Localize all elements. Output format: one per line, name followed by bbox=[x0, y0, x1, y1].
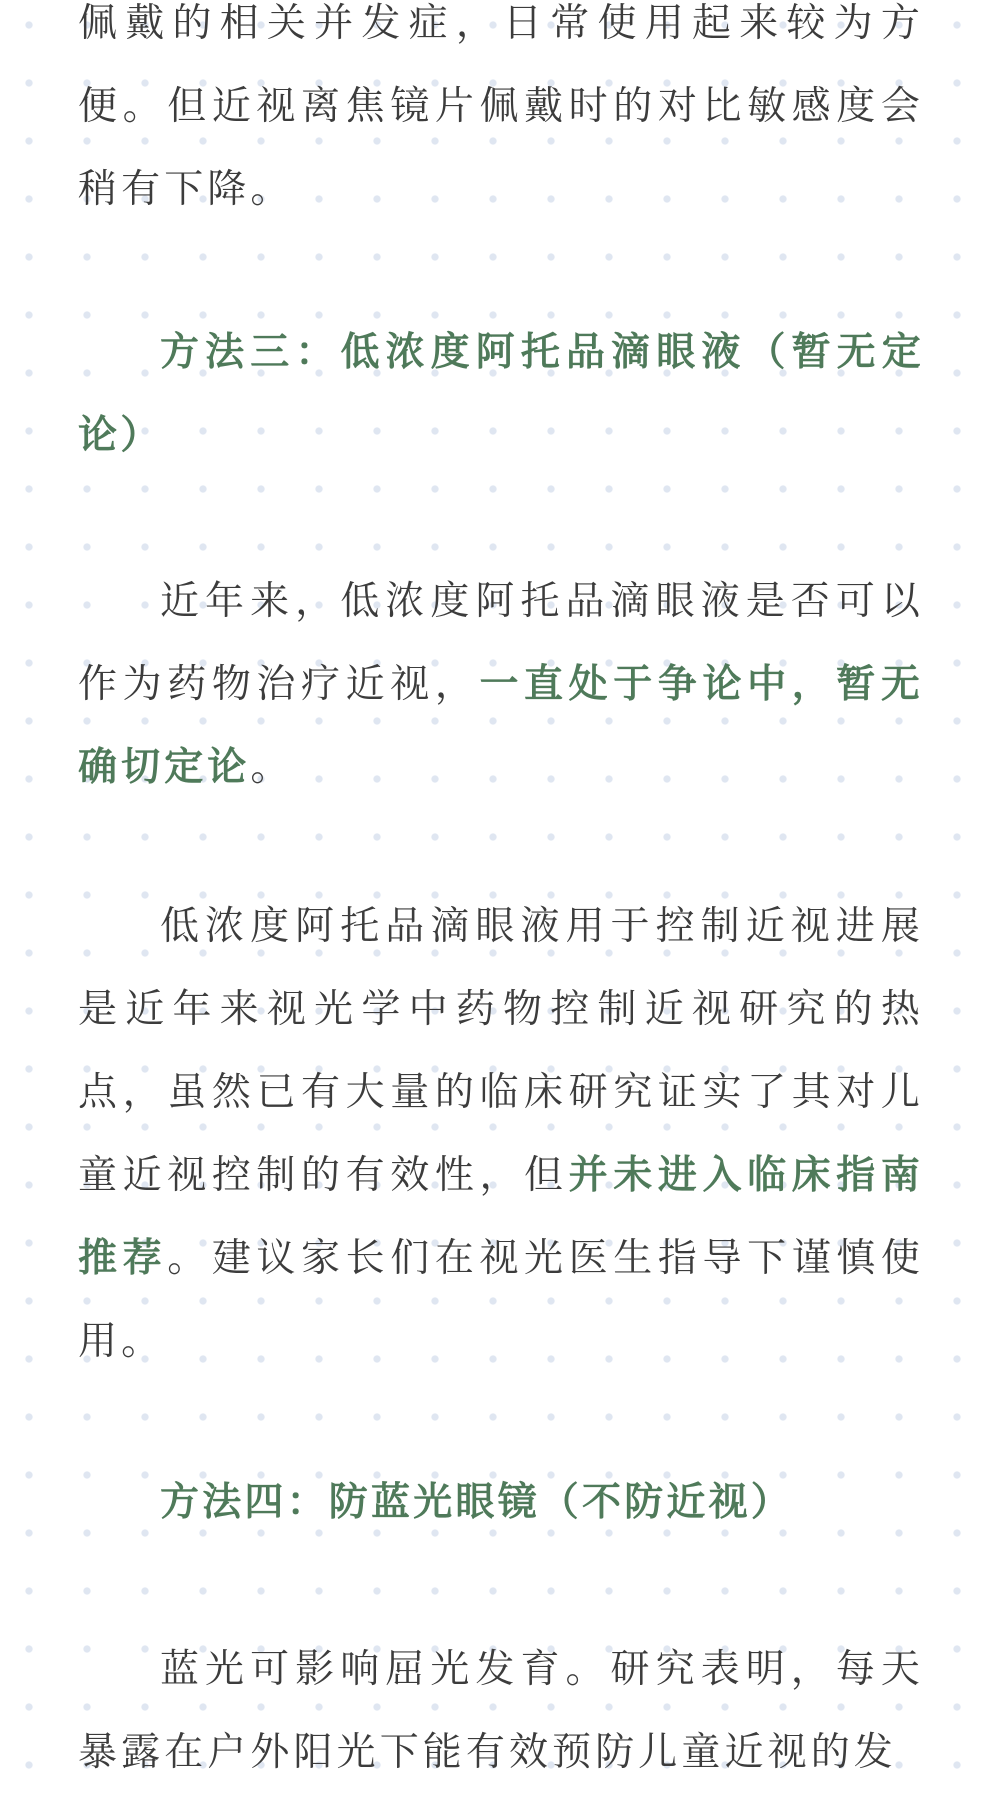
paragraph-text: 低浓度阿托品滴眼液用于控制近视进展是近年来视光学中药物控制近视研究的热点，虽然已有大量的临床研究证实了其对儿童近视控制的有效性，但 bbox=[78, 904, 924, 1198]
heading-text: 方法四：防蓝光眼镜（不防近视） bbox=[160, 1480, 794, 1525]
paragraph-text: 。建议家长们在视光医生指导下谨慎使用。 bbox=[78, 1236, 924, 1364]
paragraph-text: 佩戴的相关并发症，日常使用起来较为方便。但近视离焦镜片佩戴时的对比敏感度会稍有下降。 bbox=[78, 1, 924, 212]
emphasis-text: 并未进入临床指南推荐 bbox=[78, 1153, 924, 1281]
section-heading-method-3 bbox=[78, 311, 924, 477]
heading-text: 方法三：低浓度阿托品滴眼液（暂无定论） bbox=[78, 330, 924, 458]
paragraph-blue-light bbox=[78, 1628, 924, 1794]
paragraph-defocus-lens-end bbox=[78, 0, 924, 231]
article-body bbox=[78, 0, 924, 1796]
paragraph-text: 蓝光可影响屈光发育。研究表明，每天暴露在户外阳光下能有效预防儿童近视的发 bbox=[78, 1647, 924, 1775]
section-heading-method-4 bbox=[78, 1461, 924, 1544]
paragraph-atropine-intro bbox=[78, 560, 924, 809]
paragraph-text: 。 bbox=[250, 745, 294, 790]
emphasis-text: 一直处于争论中，暂无确切定论 bbox=[78, 662, 924, 790]
paragraph-atropine-research bbox=[78, 885, 924, 1383]
paragraph-text: 近年来，低浓度阿托品滴眼液是否可以作为药物治疗近视， bbox=[78, 579, 924, 707]
